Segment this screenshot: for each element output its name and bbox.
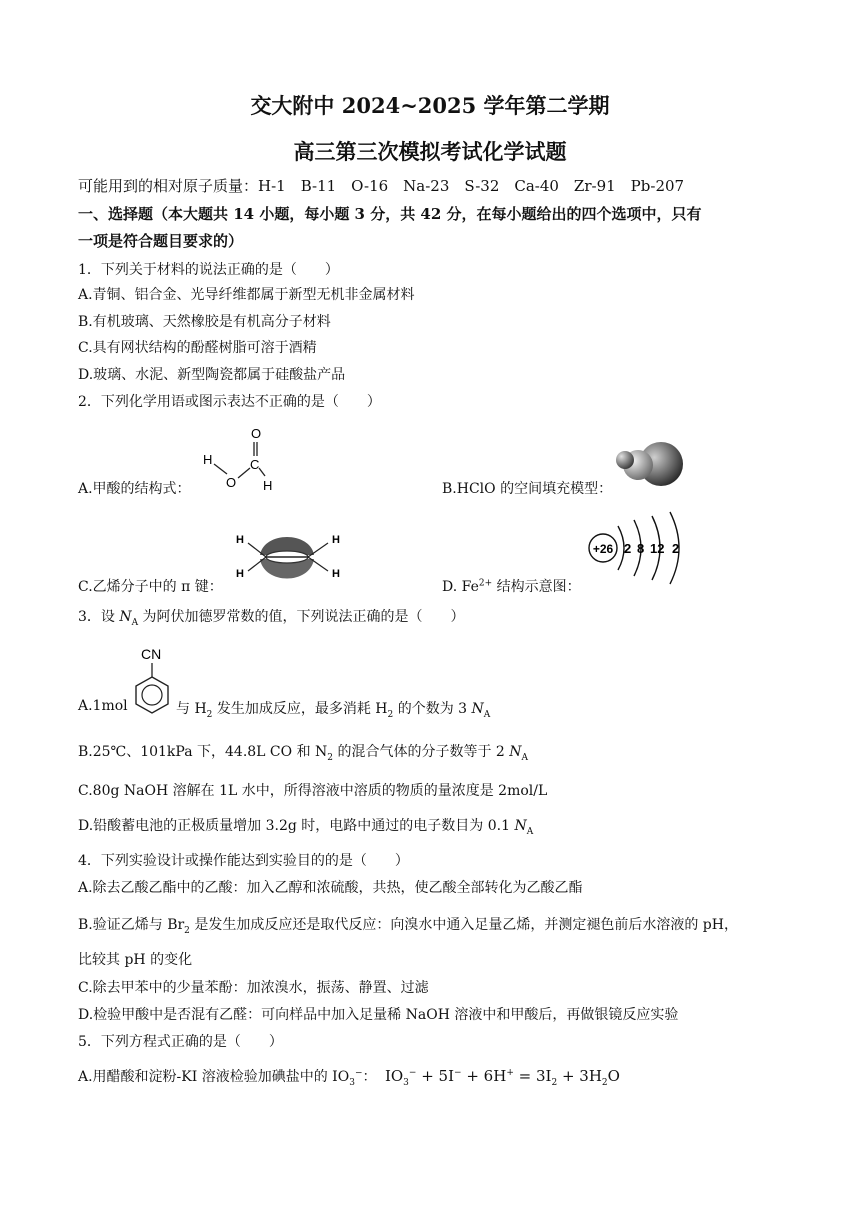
ethylene-pi-bond-figure: [230, 525, 350, 589]
q1-stem: 1．下列关于材料的说法正确的是（ ）: [78, 262, 339, 278]
q4-option-b: B.验证乙烯与 $Br_2$ 是发生加成反应还是取代反应：向溴水中通入足量乙烯，并测定褪色前后水溶液的 pH，: [78, 917, 738, 936]
fe-shell-3: 12: [650, 541, 665, 556]
fe-shell-2: 8: [637, 541, 645, 556]
q1-option-c: C.具有网状结构的酚醛树脂可溶于酒精: [78, 340, 317, 356]
formic-h-right: H: [263, 478, 273, 493]
ethylene-h-3: H: [332, 534, 340, 546]
q2-option-c: C.乙烯分子中的 π 键：: [78, 579, 223, 595]
cn-group-label: CN: [141, 646, 162, 662]
fe-shell-1: 2: [624, 541, 632, 556]
formic-h-left: H: [203, 452, 213, 467]
q2-option-d: [442, 576, 581, 596]
q5-stem: 5．下列方程式正确的是（ ）: [78, 1034, 283, 1050]
q4-option-a: A.除去乙酸乙酯中的乙酸：加入乙醇和浓硫酸，共热，使乙酸全部转化为乙酸乙酯: [78, 880, 583, 896]
section-heading-line2: 一项是符合题目要求的）: [78, 232, 244, 250]
q3-option-a-text: 与 $H_2$ 发生加成反应，最多消耗 $H_2$ 的个数为 3 $N_A$: [176, 701, 491, 720]
q3-option-b: B.25℃、101kPa 下，44.8L CO 和 $N_2$ 的混合气体的分子数等于 2 $N_A$: [78, 744, 529, 763]
fe-nucleus-label: +26: [592, 542, 614, 556]
q2-d-charge: 2+: [478, 578, 493, 589]
q1-option-a: A.青铜、铝合金、光导纤维都属于新型无机非金属材料: [78, 287, 415, 303]
hclo-space-filling-model: [614, 440, 686, 492]
h-atom-sphere: [616, 451, 634, 469]
fe2-ion-structure-diagram: [582, 508, 692, 590]
q5-equation: $IO_3^- + 5I^- + 6H^+ = 3I_2 + 3H_2O$: [384, 1067, 620, 1088]
ethylene-h-4: H: [332, 568, 340, 580]
benzonitrile-structure-figure: [130, 643, 176, 721]
na-symbol: N: [119, 609, 132, 625]
q2-stem: 2．下列化学用语或图示表达不正确的是（ ）: [78, 394, 381, 410]
q2-option-b: B.HClO 的空间填充模型：: [442, 481, 613, 497]
q4-option-d: D.检验甲酸中是否混有乙醛：可向样品中加入足量稀 NaOH 溶液中和甲酸后，再做银镜反应实验: [78, 1007, 679, 1023]
benzene-ring: [136, 677, 168, 713]
q3-option-c: C.80g NaOH 溶解在 1L 水中，所得溶液中溶质的物质的量浓度是 2mol/L: [78, 783, 548, 799]
q5-option-a: A.用醋酸和淀粉-KI 溶液检验加碘盐中的 $IO_3^-$： $IO_3^- + 5I^- + 6H^+ = 3I_2 + 3H_2O$: [78, 1067, 620, 1088]
exam-subject-title: 高三第三次模拟考试化学试题: [293, 139, 567, 164]
q3-stem: 3．设 $N_A$ 为阿伏加德罗常数的值，下列说法正确的是（ ）: [78, 609, 465, 628]
q1-option-d: D.玻璃、水泥、新型陶瓷都属于硅酸盐产品: [78, 367, 346, 383]
q4-stem: 4．下列实验设计或操作能达到实验目的的是（ ）: [78, 853, 409, 869]
ethylene-h-2: H: [236, 568, 244, 580]
q3-option-a-prefix: A.1mol: [78, 698, 128, 714]
q2-option-a: A.甲酸的结构式：: [78, 481, 191, 497]
formic-c: C: [250, 457, 260, 472]
ethylene-h-1: H: [236, 534, 244, 546]
q1-option-b: B.有机玻璃、天然橡胶是有机高分子材料: [78, 314, 331, 330]
q2-d-suffix: 结构示意图：: [492, 579, 581, 595]
q3-option-d: D.铅酸蓄电池的正极质量增加 3.2g 时，电路中通过的电子数目为 0.1 $N_A$: [78, 818, 534, 837]
q4-option-b-line2: 比较其 pH 的变化: [78, 952, 193, 968]
exam-school-title: 交大附中 2024~2025 学年第二学期: [250, 93, 610, 118]
formic-o-bottom: O: [226, 475, 237, 490]
fe-shell-4: 2: [672, 541, 680, 556]
q2-d-prefix: D. Fe: [442, 579, 479, 595]
section-heading-line1: 一、选择题（本大题共 14 小题，每小题 3 分，共 42 分，在每小题给出的四个选项中，只有: [78, 205, 702, 223]
q4-option-c: C.除去甲苯中的少量苯酚：加浓溴水，振荡、静置、过滤: [78, 980, 429, 996]
formic-o-top: O: [251, 426, 262, 441]
formic-acid-structure-figure: [195, 418, 285, 496]
atomic-masses-line: 可能用到的相对原子质量：H-1 B-11 O-16 Na-23 S-32 Ca-40 Zr-91 Pb-207: [78, 177, 685, 195]
